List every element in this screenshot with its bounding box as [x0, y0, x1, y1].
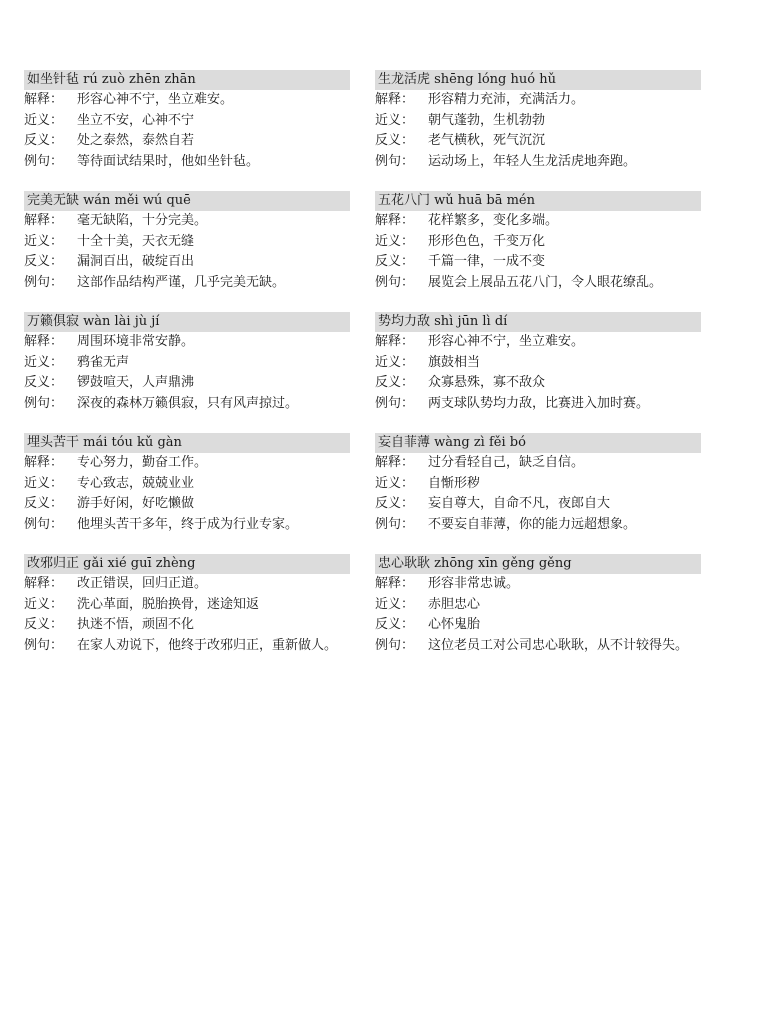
antonym-row [375, 131, 701, 152]
meaning-row [375, 211, 701, 232]
meaning-label: 解释： [24, 334, 64, 349]
meaning-label: 解释： [24, 92, 64, 107]
antonym-label: 反义： [24, 496, 64, 511]
idiom-column-right [375, 70, 701, 675]
example-label: 例句： [24, 395, 64, 411]
idiom-title: 五花八门 wǔ huā bā mén [375, 191, 701, 211]
synonym-text: 十全十美，天衣无缝 [77, 233, 195, 249]
synonym-label: 近义： [375, 596, 415, 612]
example-text: 这部作品结构严谨，几乎完美无缺。 [77, 274, 286, 290]
idiom-entry [375, 554, 701, 675]
idiom-title: 万籁俱寂 wàn lài jù jí [24, 312, 350, 332]
antonym-text: 漏洞百出，破绽百出 [77, 254, 195, 269]
synonym-text: 洗心革面，脱胎换骨，迷途知返 [77, 596, 260, 612]
meaning-row [24, 332, 350, 353]
example-row [24, 636, 350, 657]
idiom-entry [24, 70, 350, 191]
idiom-title: 完美无缺 wán měi wú quē [24, 191, 350, 211]
antonym-row [24, 494, 350, 515]
antonym-label: 反义： [375, 254, 415, 269]
meaning-text: 形容心神不宁，坐立难安。 [428, 334, 585, 349]
synonym-row [24, 474, 350, 495]
idiom-title: 势均力敌 shì jūn lì dí [375, 312, 701, 332]
antonym-row [24, 131, 350, 152]
example-text: 不要妄自菲薄，你的能力远超想象。 [428, 516, 637, 532]
meaning-text: 形容心神不宁，坐立难安。 [77, 92, 234, 107]
synonym-row [375, 595, 701, 616]
idiom-title: 如坐针毡 rú zuò zhēn zhān [24, 70, 350, 90]
example-text: 等待面试结果时，他如坐针毡。 [77, 153, 260, 169]
meaning-row [24, 211, 350, 232]
meaning-row [375, 332, 701, 353]
synonym-text: 赤胆忠心 [428, 596, 481, 612]
antonym-label: 反义： [375, 496, 415, 511]
idiom-entry [375, 70, 701, 191]
synonym-row [375, 474, 701, 495]
idiom-entry [24, 433, 350, 554]
synonym-text: 旗鼓相当 [428, 354, 481, 370]
synonym-label: 近义： [24, 596, 64, 612]
example-row [375, 273, 701, 294]
synonym-label: 近义： [24, 354, 64, 370]
example-label: 例句： [24, 637, 64, 653]
example-text: 两支球队势均力敌，比赛进入加时赛。 [428, 395, 650, 411]
synonym-row [24, 595, 350, 616]
meaning-text: 周围环境非常安静。 [77, 334, 195, 349]
synonym-row [375, 111, 701, 132]
antonym-label: 反义： [24, 254, 64, 269]
meaning-label: 解释： [375, 576, 415, 591]
example-label: 例句： [375, 274, 415, 290]
idiom-title: 妄自菲薄 wàng zì fěi bó [375, 433, 701, 453]
meaning-text: 过分看轻自己，缺乏自信。 [428, 455, 585, 470]
example-text: 这位老员工对公司忠心耿耿，从不计较得失。 [428, 637, 689, 653]
antonym-row [375, 494, 701, 515]
synonym-text: 朝气蓬勃，生机勃勃 [428, 112, 546, 128]
example-row [24, 273, 350, 294]
antonym-row [24, 615, 350, 636]
antonym-text: 执迷不悟，顽固不化 [77, 617, 195, 632]
meaning-text: 毫无缺陷，十分完美。 [77, 213, 208, 228]
synonym-text: 自惭形秽 [428, 475, 481, 491]
meaning-label: 解释： [375, 455, 415, 470]
meaning-text: 形容非常忠诚。 [428, 576, 520, 591]
example-row [375, 394, 701, 415]
synonym-label: 近义： [375, 475, 415, 491]
example-label: 例句： [24, 153, 64, 169]
antonym-label: 反义： [24, 133, 64, 148]
synonym-label: 近义： [24, 112, 64, 128]
synonym-label: 近义： [375, 112, 415, 128]
synonym-label: 近义： [24, 233, 64, 249]
example-text: 他埋头苦干多年，终于成为行业专家。 [77, 516, 299, 532]
example-label: 例句： [24, 274, 64, 290]
meaning-text: 改正错误，回归正道。 [77, 576, 208, 591]
example-label: 例句： [375, 516, 415, 532]
idiom-title: 埋头苦干 mái tóu kǔ gàn [24, 433, 350, 453]
idiom-entry [375, 191, 701, 312]
example-label: 例句： [375, 153, 415, 169]
meaning-row [24, 90, 350, 111]
antonym-text: 游手好闲，好吃懒做 [77, 496, 195, 511]
antonym-row [375, 373, 701, 394]
synonym-text: 鸦雀无声 [77, 354, 130, 370]
meaning-label: 解释： [24, 455, 64, 470]
synonym-row [375, 353, 701, 374]
antonym-label: 反义： [375, 375, 415, 390]
synonym-text: 形形色色，千变万化 [428, 233, 546, 249]
meaning-label: 解释： [375, 334, 415, 349]
antonym-text: 处之泰然，泰然自若 [77, 133, 195, 148]
idiom-entry [375, 312, 701, 433]
synonym-row [24, 232, 350, 253]
example-label: 例句： [375, 637, 415, 653]
antonym-row [375, 615, 701, 636]
antonym-text: 心怀鬼胎 [428, 617, 481, 632]
synonym-label: 近义： [24, 475, 64, 491]
idiom-entry [24, 554, 350, 675]
antonym-text: 千篇一律，一成不变 [428, 254, 546, 269]
example-row [375, 636, 701, 657]
antonym-label: 反义： [24, 375, 64, 390]
synonym-row [24, 353, 350, 374]
meaning-row [24, 453, 350, 474]
example-label: 例句： [24, 516, 64, 532]
antonym-text: 老气横秋，死气沉沉 [428, 133, 546, 148]
example-text: 运动场上，年轻人生龙活虎地奔跑。 [428, 153, 637, 169]
antonym-text: 妄自尊大，自命不凡，夜郎自大 [428, 496, 611, 511]
example-text: 在家人劝说下，他终于改邪归正，重新做人。 [77, 637, 338, 653]
example-label: 例句： [375, 395, 415, 411]
synonym-row [375, 232, 701, 253]
idiom-entry [375, 433, 701, 554]
synonym-text: 坐立不安，心神不宁 [77, 112, 195, 128]
idiom-entry [24, 312, 350, 433]
antonym-text: 锣鼓喧天，人声鼎沸 [77, 375, 195, 390]
example-text: 展览会上展品五花八门，令人眼花缭乱。 [428, 274, 663, 290]
example-row [24, 515, 350, 536]
meaning-text: 花样繁多，变化多端。 [428, 213, 559, 228]
meaning-label: 解释： [24, 576, 64, 591]
idiom-title: 生龙活虎 shēng lóng huó hǔ [375, 70, 701, 90]
example-row [375, 152, 701, 173]
antonym-label: 反义： [24, 617, 64, 632]
meaning-text: 形容精力充沛，充满活力。 [428, 92, 585, 107]
meaning-label: 解释： [375, 213, 415, 228]
example-row [24, 152, 350, 173]
antonym-label: 反义： [375, 617, 415, 632]
example-text: 深夜的森林万籁俱寂，只有风声掠过。 [77, 395, 299, 411]
antonym-row [24, 373, 350, 394]
antonym-text: 众寡悬殊，寡不敌众 [428, 375, 546, 390]
antonym-row [375, 252, 701, 273]
idiom-title: 忠心耿耿 zhōng xīn gěng gěng [375, 554, 701, 574]
meaning-text: 专心努力，勤奋工作。 [77, 455, 208, 470]
idiom-column-left [24, 70, 350, 675]
meaning-label: 解释： [24, 213, 64, 228]
example-row [375, 515, 701, 536]
meaning-row [24, 574, 350, 595]
meaning-row [375, 574, 701, 595]
synonym-label: 近义： [375, 233, 415, 249]
synonym-label: 近义： [375, 354, 415, 370]
antonym-label: 反义： [375, 133, 415, 148]
example-row [24, 394, 350, 415]
idiom-title: 改邪归正 gǎi xié guī zhèng [24, 554, 350, 574]
meaning-row [375, 90, 701, 111]
meaning-label: 解释： [375, 92, 415, 107]
meaning-row [375, 453, 701, 474]
idiom-entry [24, 191, 350, 312]
antonym-row [24, 252, 350, 273]
synonym-text: 专心致志，兢兢业业 [77, 475, 195, 491]
synonym-row [24, 111, 350, 132]
